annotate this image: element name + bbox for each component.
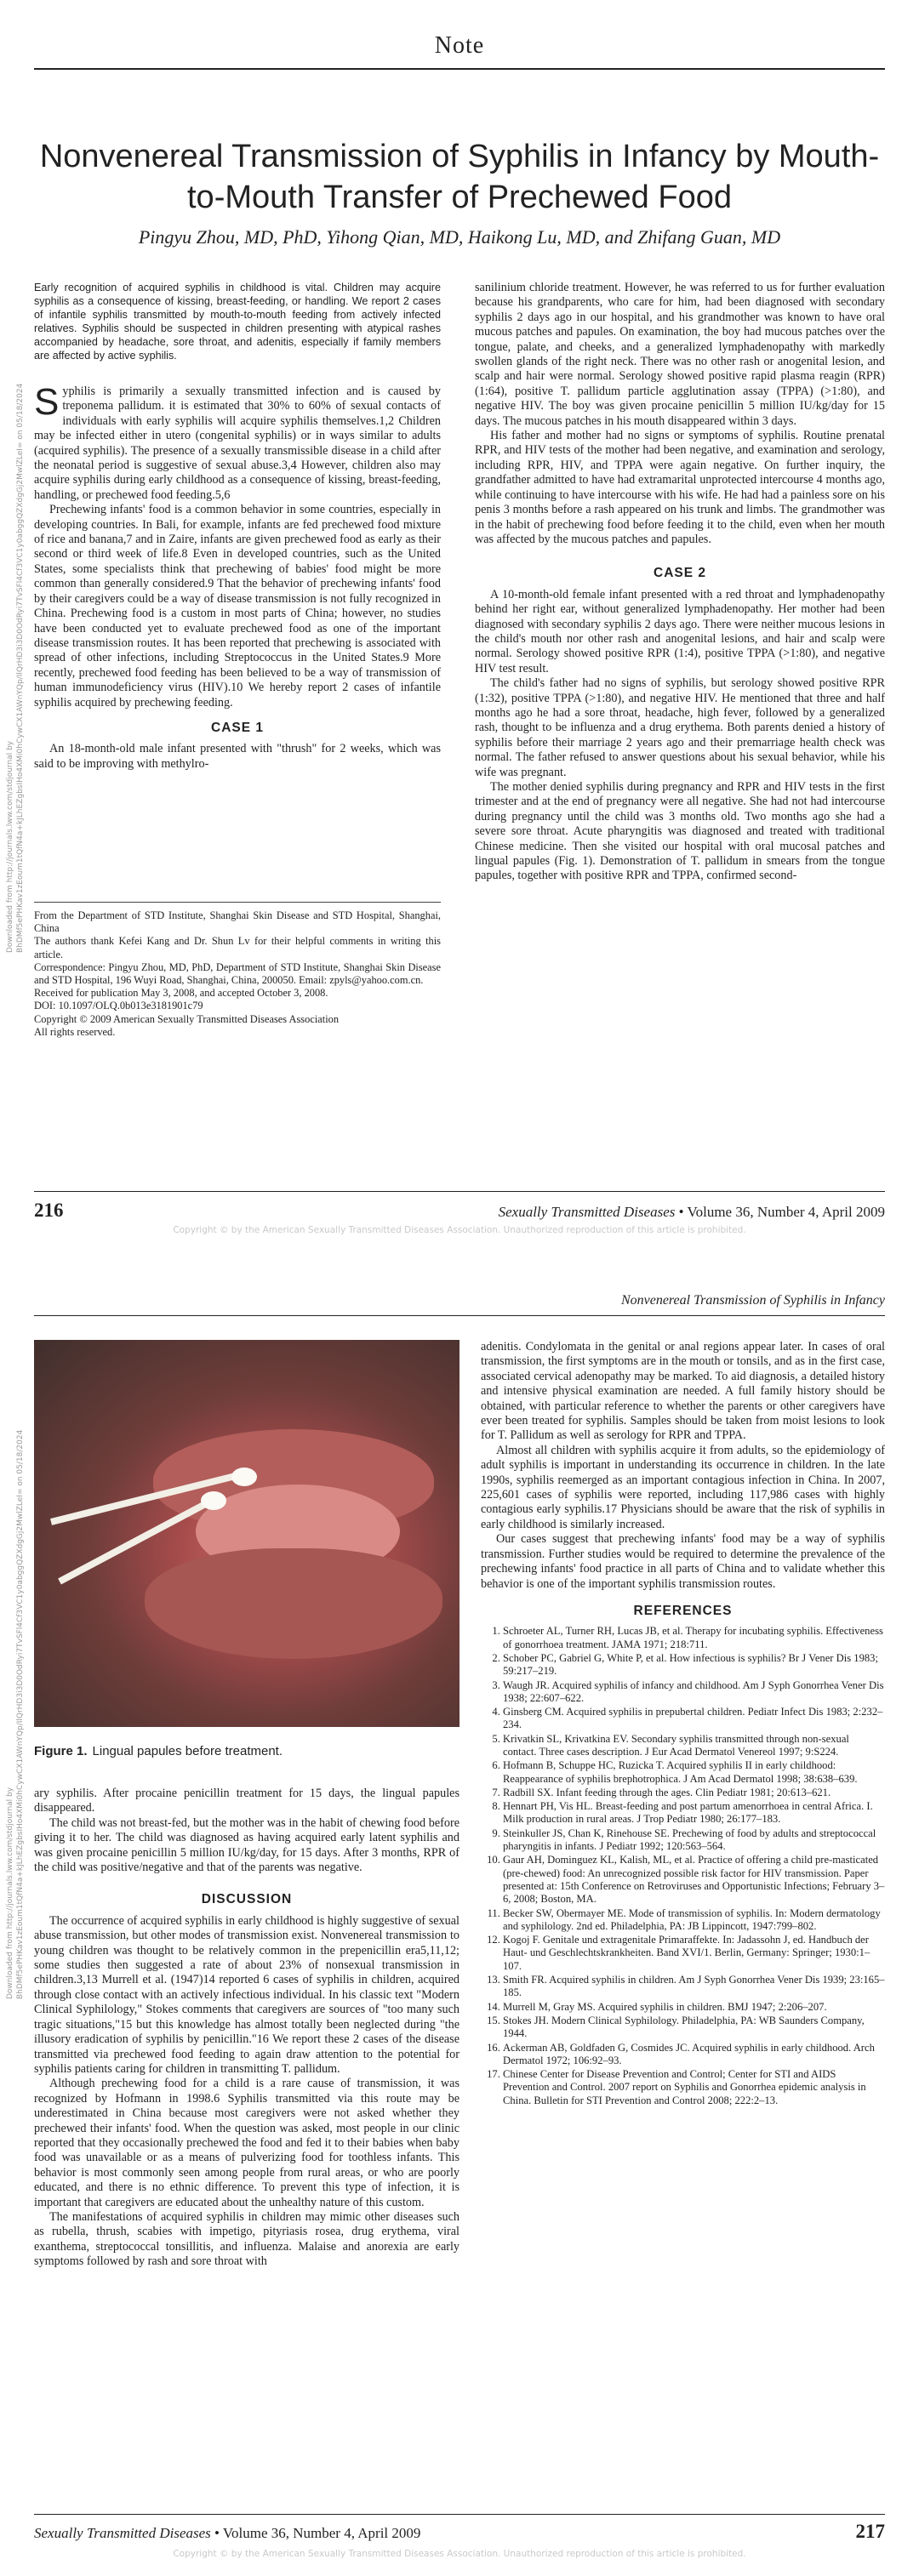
discussion-paragraph-6: Our cases suggest that prechewing infants' food may be a way of syphilis transmission. Further studies would be required to determine the prevalence of the prechewing infants' food practice in all parts of China and to validate whether this behavior is one of the important syphilis transmission routes. bbox=[481, 1532, 885, 1591]
case1-heading: CASE 1 bbox=[211, 720, 264, 735]
reference-item: 11. Becker SW, Obermayer ME. Mode of transmission of syphilis. In: Modern dermatology and syphilology. 2nd ed. Philadelphia, PA: JB Lippincott, 1947:799–802. bbox=[503, 1907, 885, 1934]
swab-tip-2 bbox=[201, 1491, 226, 1510]
reference-item: 7. Radbill SX. Infant feeding through the ages. Clin Pediatr 1981; 20:613–621. bbox=[503, 1787, 885, 1799]
case2-continued-1: ary syphilis. After procaine penicillin treatment for 15 days, the lingual papules disappeared. bbox=[34, 1787, 460, 1815]
left-column bbox=[34, 281, 441, 772]
abstract bbox=[34, 281, 441, 362]
case2-continued-2: The child was not breast-fed, but the mother was in the habit of chewing food before giving it to her. The child was diagnosed as having acquired early latent syphilis and was given procaine penicillin 5 million IU/kg/day, for 15 days. After 3 months, RPR of the child was positive/negative and that of the parents was negative. bbox=[34, 1815, 460, 1875]
case2-paragraph-2: The child's father had no signs of syphilis, but serology showed positive RPR (1:32), positive TPPA (>1:80), and negative HIV. He mentioned that three and half months ago he had a sore throat, headache, high fever, followed by a generalized rash, thought to be influenza and a drug erythema. Both parents denied a history of syphilis before their marriage 2 years ago and their premarriage health check was normal. The father refused to answer questions about his sexual behavior, while his wife was pregnant. bbox=[475, 676, 885, 779]
figure-caption-text: Lingual papules before treatment. bbox=[92, 1744, 283, 1758]
page-217 bbox=[0, 1276, 919, 2576]
reference-item: 12. Kogoj F. Genitale und extragenitale Primaraffekte. In: Jadassohn J, ed. Handbuch der Haut- und Geschlechtskrankheiten. Band XVI/1. Berlin, Germany: Springer; 1930:1–107. bbox=[503, 1934, 885, 1973]
intro-paragraph-2: Prechewing infants' food is a common behavior in some countries, especially in developing countries. In Bali, for example, infants are fed prechewed food mixture of rice and banana,7 and in Zaire, infants are given prechewed food as early as their second or third week of life.8 Even in developed countries, such as the United States, some specialists think that prechewing of babies' food might be more common than generally considered.9 That the behavior of prechewing infants' food by their caregivers could be a way of disease transmission is not fully recognized in China. Prechewing food is a custom in most parts of China; however, no studies have been conducted yet to evaluate prechewed food as one of the important disease transmission routes. It has been reported that prechewing is associated with spread of other infections, including Streptococcus in the United States.9 More recently, prechewed food feeding has been believed to be a way of transmission of human immunodeficiency virus (HIV).10 We hereby report 2 cases of infantile syphilis acquired by prechewing feeding. bbox=[34, 503, 441, 710]
page-216 bbox=[0, 0, 919, 1276]
page-number: 216 bbox=[34, 1200, 64, 1221]
affiliation-rule bbox=[34, 902, 441, 903]
download-notice: Downloaded from http://journals.lww.com/stdjournal by BhDMf5ePHKav1zEoum1tQfN4a+kJLhEZgbsIHo4XMi0hCywCX1AWnYQp/IlQrHD3i3D0OdRyi7TvSFl4Cf3VC1y0abggQZXdgGj2MwlZLeI= on 05/18/2024 bbox=[6, 383, 25, 953]
journal-issue: • Volume 36, Number 4, April 2009 bbox=[678, 1204, 885, 1220]
right-column bbox=[481, 1340, 885, 2108]
reference-list bbox=[481, 1625, 885, 2107]
journal-issue: • Volume 36, Number 4, April 2009 bbox=[214, 2525, 421, 2541]
abstract-text: Early recognition of acquired syphilis in childhood is vital. Children may acquire syphilis as a consequence of kissing, breast-feeding, or handling. We report 2 cases of infantile syphilis transmitted by mouth-to-mouth feeding from actively infected relatives. Syphilis should be suspected in children presenting with atypical rashes accompanied by headache, sore throat, and adenitis, especially if family members are affected by active syphilis. bbox=[34, 282, 441, 362]
case2-paragraph-1: A 10-month-old female infant presented with a red throat and lymphadenopathy behind her right ear, without generalized lymphadenopathy. Her mother had been diagnosed with secondary syphilis 2 days ago. There were neither mucous lesions in the child's mouth nor other rash and anogenital lesions, and hair and scalp were normal. Serology showed positive RPR (1:4), positive TPPA (>1:80), and negative HIV test result. bbox=[475, 587, 885, 675]
discussion-paragraph-1: The occurrence of acquired syphilis in early childhood is highly suggestive of sexual abuse transmission, but other modes of transmission exist. Nonvenereal transmission to young children was thought to be relatively common in the prepenicillin era5,11,12; some studies then suggested a rate of about 23% of nonsexual transmission in children.3,13 Murrell et al. (1947)14 reported 6 cases of syphilis in children, acquired through close contact with an actively infectious individual. In his classic text "Modern Clinical Syphilology," Stokes comments that caregivers are sources of "too many such tragic situations,"15 but this knowledge has almost totally been neglected during "the illusory eradication of syphilis by penicillin."16 We report these 2 cases of the disease transmitted via prechewed food feeding to again draw attention to the potential for syphilis patients caring for children in transmitting T. pallidum. bbox=[34, 1913, 460, 2076]
header-rule bbox=[34, 68, 885, 70]
dropcap-letter: S bbox=[34, 381, 60, 423]
journal-citation bbox=[34, 2525, 856, 2542]
references-heading: REFERENCES bbox=[633, 1603, 733, 1618]
figure-label: Figure 1. bbox=[34, 1744, 88, 1758]
download-notice: Downloaded from http://journals.lww.com/stdjournal by BhDMf5ePHKav1zEoum1tQfN4a+kJLhEZgbsIHo4XMi0hCywCX1AWnYQp/IlQrHD3i3D0OdRyi7TvSFl4Cf3VC1y0abggQZXdgGj2MwlZLeI= on 05/18/2024 bbox=[6, 1429, 25, 1999]
reference-item: 10. Gaur AH, Dominguez KL, Kalish, ML, et al. Practice of offering a child pre-masticated (pre-chewed) food: An unrecognized possible risk factor for HIV transmission. Paper presented at: 15th Conference on Retroviruses and Opportunistic Infections; February 3–6, 2008; Boston, MA. bbox=[503, 1854, 885, 1906]
reference-item: 15. Stokes JH. Modern Clinical Syphilology. Philadelphia, PA: WB Saunders Company, 1944. bbox=[503, 2015, 885, 2041]
discussion-paragraph-2: Although prechewing food for a child is a rare cause of transmission, it was recognized by Hofmann in 1998.6 Syphilis transmitted via this route may be underestimated in China because most caregivers were not asked whether they prechewed their infants' food. When the question was asked, most people in our clinic reported that they occasionally prechewed the food and fed it to their babies when baby food was unavailable or as a means of pulverizing food for toothless infants. This behavior is most commonly seen among people from rural areas, or who are poorly educated, and there is no ethnic difference. To prevent this type of infection, it is important that caregivers are educated about the unhealthy nature of this custom. bbox=[34, 2077, 460, 2209]
intro-paragraph-1 bbox=[34, 381, 441, 503]
author-list: Pingyu Zhou, MD, PhD, Yihong Qian, MD, Haikong Lu, MD, and Zhifang Guan, MD bbox=[138, 226, 781, 248]
reference-item: 14. Murrell M, Gray MS. Acquired syphilis in children. BMJ 1947; 2:206–207. bbox=[503, 2001, 885, 2014]
figure-1-photo bbox=[34, 1340, 460, 1727]
copyright-watermark: Copyright © by the American Sexually Transmitted Diseases Association. Unauthorized reproduction of this article is prohibited. bbox=[173, 2549, 746, 2559]
doi-line: DOI: 10.1097/OLQ.0b013e3181901c79 bbox=[34, 1000, 203, 1012]
left-column bbox=[34, 1787, 460, 2270]
footer-rule bbox=[34, 2514, 885, 2515]
case2-heading: CASE 2 bbox=[654, 566, 706, 581]
received-line: Received for publication May 3, 2008, and accepted October 3, 2008. bbox=[34, 987, 328, 1000]
reference-item: 6. Hofmann B, Schuppe HC, Ruzicka T. Acquired syphilis II in early childhood: Reappearance of syphilis brephotrophica. J Am Acad Dermatol 1998; 38:638–639. bbox=[503, 1759, 885, 1786]
reference-item: 5. Krivatkin SL, Krivatkina EV. Secondary syphilis transmitted through non-sexual contact. Three cases description. J Eur Acad Dermatol Venereol 1997; 9:S224. bbox=[503, 1733, 885, 1759]
page-footer bbox=[34, 1200, 885, 1222]
discussion-heading: DISCUSSION bbox=[201, 1892, 293, 1907]
page-number: 217 bbox=[855, 2521, 885, 2542]
figure-caption bbox=[34, 1744, 460, 1758]
journal-citation bbox=[83, 1204, 886, 1221]
discussion-paragraph-4: adenitis. Condylomata in the genital or anal regions appear later. In cases of oral transmission, the first symptoms are in the mouth or tonsils, and as in the first case, associated cervical adenopathy may be marked. To aid diagnosis, a detailed history and intensive physical examination are needed. A full family history should be obtained, with particular reference to whether the parents or other caregivers have ever been treated for syphilis. Samples should be taken from moist lesions to look for T. Pallidum as well as serology for RPR and TPPA. bbox=[481, 1340, 885, 1443]
case1-paragraph-1: An 18-month-old male infant presented with "thrush" for 2 weeks, which was said to be improving with methylro- bbox=[34, 742, 441, 771]
section-tag: Note bbox=[434, 32, 485, 59]
reference-item: 1. Schroeter AL, Turner RH, Lucas JB, et al. Therapy for incubating syphilis. Effectiveness of gonorrhoea treatment. JAMA 1971; 218:711. bbox=[503, 1625, 885, 1651]
rights-line: All rights reserved. bbox=[34, 1025, 116, 1038]
journal-name: Sexually Transmitted Diseases bbox=[34, 2525, 211, 2541]
reference-item: 4. Ginsberg CM. Acquired syphilis in prepubertal children. Pediatr Infect Dis 1983; 2:232–234. bbox=[503, 1706, 885, 1732]
running-head: Nonvenereal Transmission of Syphilis in Infancy bbox=[620, 1293, 885, 1308]
discussion-paragraph-5: Almost all children with syphilis acquire it from adults, so the epidemiology of adult syphilis is important in understanding its occurrence in children. In the late 1990s, syphilis reemerged as an important contagious infection in China. In 2007, 225,601 cases of syphilis were reported, including 117,986 cases with highly contagious early syphilis.17 Physicians should be aware that the risk of syphilis in early childhood is similarly increased. bbox=[481, 1443, 885, 1531]
journal-name: Sexually Transmitted Diseases bbox=[498, 1204, 676, 1220]
copyright-watermark: Copyright © by the American Sexually Transmitted Diseases Association. Unauthorized reproduction of this article is prohibited. bbox=[173, 1225, 746, 1235]
correspondence-line: Correspondence: Pingyu Zhou, MD, PhD, Department of STD Institute, Shanghai Skin Disease and STD Hospital, 196 Wuyi Road, Shanghai, China, 200050. Email: zpyls@yahoo.com.cn. bbox=[34, 960, 441, 987]
copyright-line: Copyright © 2009 American Sexually Transmitted Diseases Association bbox=[34, 1012, 340, 1025]
reference-item: 17. Chinese Center for Disease Prevention and Control; Center for STI and AIDS Prevention and Control. 2007 report on Syphilis and Gonorrhea epidemic analysis in China. Bulletin for STI Prevention and Control 2008; 222:2–13. bbox=[503, 2068, 885, 2107]
discussion-paragraph-3: The manifestations of acquired syphilis in children may mimic other diseases such as rubella, thrush, scabies with impetigo, pityriasis rosea, drug erythema, viral exanthema, streptococcal tonsillitis, and influenza. Malaise and anorexia are early symptoms followed by rash and sore throat with bbox=[34, 2209, 460, 2269]
reference-item: 2. Schober PC, Gabriel G, White P, et al. How infectious is syphilis? Br J Vener Dis 1983; 59:217–219. bbox=[503, 1652, 885, 1678]
affiliation-block bbox=[34, 902, 441, 1039]
intro-paragraph-1-text: yphilis is primarily a sexually transmitted infection and is caused by treponema pallidum. it is estimated that 30% to 60% of sexual contacts of individuals with early syphilis will acquire syphilis themselves.1,2 Children may be infected either in utero (congenital syphilis) or in ways similar to adults (acquired syphilis). The presence of a sexually transmissible disease in a child after the neonatal period is suggestive of sexual abuse.3,4 However, children also may acquire syphilis during early childhood as a consequence of kissing, breast-feeding, handling, or prechewed food feeding.5,6 bbox=[34, 385, 441, 502]
reference-item: 13. Smith FR. Acquired syphilis in children. Am J Syph Gonorrhea Vener Dis 1939; 23:165–185. bbox=[503, 1974, 885, 2000]
swab-tip-1 bbox=[231, 1468, 257, 1486]
acknowledgement-line: The authors thank Kefei Kang and Dr. Shun Lv for their helpful comments in writing this article. bbox=[34, 935, 441, 960]
article-title: Nonvenereal Transmission of Syphilis in Infancy by Mouth-to-Mouth Transfer of Prechewed Food bbox=[39, 139, 880, 215]
case1-continued-1: sanilinium chloride treatment. However, he was referred to us for further evaluation because his grandparents, who care for him, had been diagnosed with secondary syphilis 2 days ago in our hospital, and his grandmother was known to have oral mucous patches and papules. On examination, the boy had mucous patches over the tongue, palate, and cheeks, and a generalized lymphadenopathy with markedly swollen glands of the right neck. There was no other rash or anogenital lesion, and scalp and hair were normal. Serology showed positive rapid plasma reagin (RPR) (1:64), positive T. pallidum particle agglutination assay (TPPA) (>1:80), and negative HIV. The boy was given procaine penicillin 5 million IU/kg/day for 15 days. The mucous patches in his mouth disappeared within 3 days. bbox=[475, 281, 885, 428]
page-footer bbox=[34, 2521, 885, 2543]
case1-continued-2: His father and mother had no signs or symptoms of syphilis. Routine prenatal RPR, and HIV tests of the mother had been negative, and examination and serology, including RPR, HIV, and TPPA were again negative. On further inquiry, the grandfather admitted to have had extramarital unprotected intercourse 4 months ago, while continuing to have intercourse with his wife. He had had a painless sore on his penis 3 months before a rash appeared on his trunk and limbs. The grandmother was in the habit of prechewing food before feeding it to the child, even when her mouth was affected by the mucous patches and papules. bbox=[475, 429, 885, 546]
reference-item: 3. Waugh JR. Acquired syphilis of infancy and childhood. Am J Syph Gonorrhea Vener Dis 1938; 22:607–622. bbox=[503, 1679, 885, 1706]
reference-item: 9. Steinkuller JS, Chan K, Rinehouse SE. Prechewing of food by adults and streptococcal pharyngitis in infants. J Pediatr 1992; 120:563–564. bbox=[503, 1827, 885, 1854]
case2-paragraph-3: The mother denied syphilis during pregnancy and RPR and HIV tests in the first trimester and at the end of pregnancy were all negative. She had not had intercourse during pregnancy until the child was 3 months old. Two months ago she had a severe sore throat. Acute pharyngitis was diagnosed and treated with traditional Chinese medicine. Then she visited our hospital with oral mucosal patches and lingual papules (Fig. 1). Demonstration of T. pallidum in smears from the tongue papules, together with positive RPR and TPPA, confirmed second- bbox=[475, 780, 885, 883]
reference-item: 16. Ackerman AB, Goldfaden G, Cosmides JC. Acquired syphilis in early childhood. Arch Dermatol 1972; 106:92–93. bbox=[503, 2042, 885, 2068]
reference-item: 8. Hennart PH, Vis HL. Breast-feeding and post partum amenorrhoea in central Africa. I. Milk production in rural areas. J Trop Pediatr 1980; 26:177–183. bbox=[503, 1800, 885, 1827]
affiliation-line: From the Department of STD Institute, Shanghai Skin Disease and STD Hospital, Shanghai, China bbox=[34, 909, 441, 935]
running-head-rule bbox=[34, 1315, 885, 1316]
footer-rule bbox=[34, 1191, 885, 1192]
lower-lip-shape bbox=[145, 1548, 442, 1659]
right-column bbox=[475, 281, 885, 884]
